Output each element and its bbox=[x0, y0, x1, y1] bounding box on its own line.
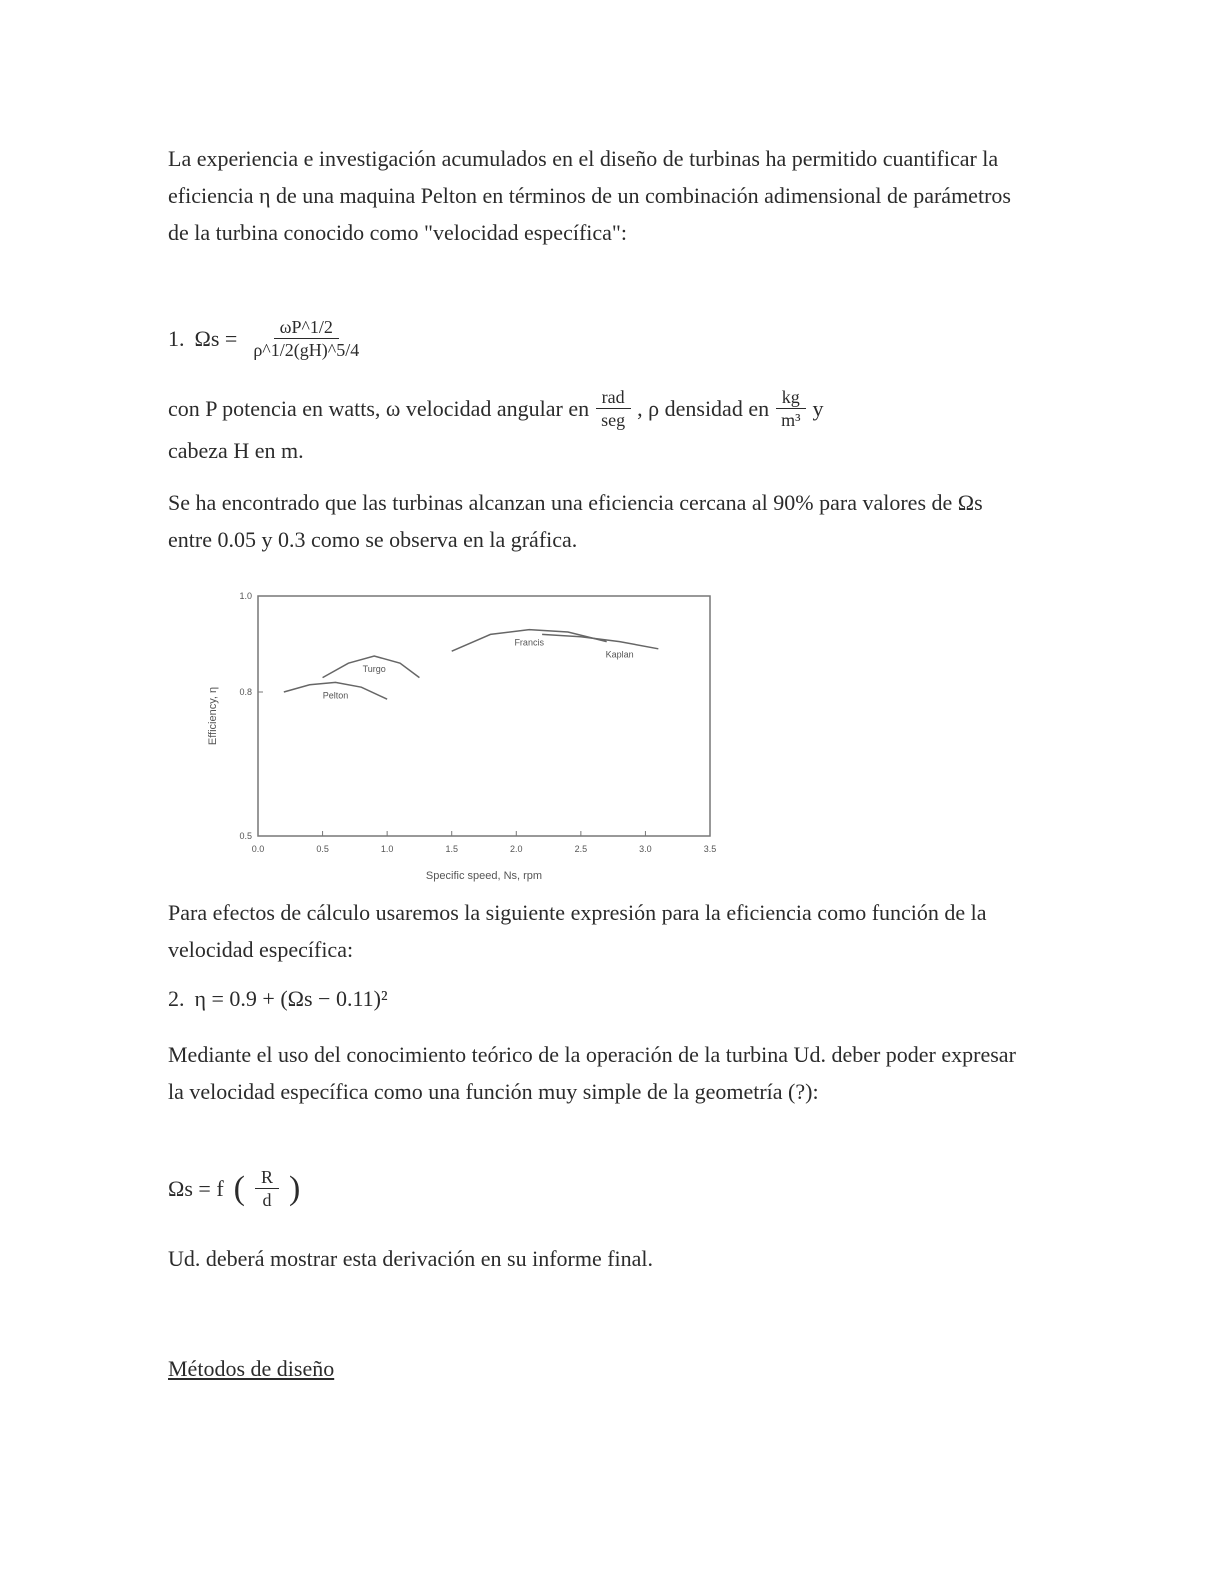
y-tick-label: 1.0 bbox=[239, 591, 252, 601]
equation-geometry-den: d bbox=[262, 1190, 272, 1210]
x-tick-label: 1.0 bbox=[380, 844, 394, 854]
x-tick-label: 0.5 bbox=[316, 844, 329, 854]
x-tick-label: 0.0 bbox=[251, 844, 265, 854]
units-density-num: kg bbox=[776, 386, 806, 409]
series-label-turgo: Turgo bbox=[362, 664, 386, 674]
equation-efficiency-body: η = 0.9 + (Ωs − 0.11)² bbox=[194, 986, 388, 1011]
equation-geometry-fraction bbox=[255, 1166, 279, 1211]
series-label-francis: Francis bbox=[514, 637, 544, 648]
equation-specific-speed bbox=[168, 316, 365, 361]
efficiency-chart-svg bbox=[200, 582, 740, 892]
y-axis-label: Efficiency, η bbox=[207, 686, 219, 746]
efficiency-chart bbox=[200, 582, 740, 892]
x-tick-label: 3.5 bbox=[703, 844, 717, 854]
paren-close: ) bbox=[289, 1169, 301, 1207]
equation-number: 2. bbox=[168, 986, 185, 1011]
x-tick-label: 3.0 bbox=[639, 844, 652, 854]
equation-denominator: ρ^1/2(gH)^5/4 bbox=[253, 340, 360, 360]
paren-open: ( bbox=[233, 1169, 245, 1207]
equation-fraction bbox=[247, 316, 365, 361]
paragraph-intro: La experiencia e investigación acumulados en el diseño de turbinas ha permitido cuantificar la eficiencia η de una maquina Pelton en términos de un combinación adimensional de parámetros de la turbina conocido como "velocidad específica": bbox=[168, 146, 1011, 245]
units-text-b: , ρ densidad en bbox=[637, 396, 770, 421]
equation-efficiency bbox=[168, 986, 388, 1012]
equation-numerator: ωP^1/2 bbox=[274, 316, 339, 339]
units-angular-num: rad bbox=[596, 386, 631, 409]
paragraph-efficiency-expression: Para efectos de cálculo usaremos la siguiente expresión para la eficiencia como función de la velocidad específica: bbox=[168, 900, 987, 962]
section-heading: Métodos de diseño bbox=[168, 1356, 335, 1381]
equation-number: 1. bbox=[168, 325, 185, 351]
equation-geometry-num: R bbox=[255, 1166, 279, 1189]
y-tick-label: 0.8 bbox=[239, 687, 252, 697]
units-density-den: m³ bbox=[781, 410, 801, 430]
units-text-a: con P potencia en watts, ω velocidad angular en bbox=[168, 396, 590, 421]
units-angular-den: seg bbox=[601, 410, 626, 430]
equation-geometry bbox=[168, 1166, 300, 1211]
units-text-c: y bbox=[812, 396, 824, 421]
x-tick-label: 2.0 bbox=[510, 844, 523, 854]
x-tick-label: 2.5 bbox=[574, 844, 588, 854]
paragraph-geometry: Mediante el uso del conocimiento teórico de la operación de la turbina Ud. deber poder expresar la velocidad específica como una función muy simple de la geometría (?): bbox=[168, 1042, 1016, 1104]
x-tick-label: 1.5 bbox=[445, 844, 458, 854]
paragraph-units bbox=[168, 386, 1028, 431]
equation-geometry-lhs: Ωs = f bbox=[168, 1175, 224, 1201]
series-label-pelton: Pelton bbox=[322, 690, 349, 701]
series-line-kaplan bbox=[542, 634, 658, 648]
x-axis-label: Specific speed, Ns, rpm bbox=[425, 870, 543, 882]
paragraph-head-units: cabeza H en m. bbox=[168, 438, 304, 463]
units-angular-fraction bbox=[595, 386, 631, 431]
plot-frame bbox=[258, 596, 710, 836]
units-density-fraction bbox=[775, 386, 806, 431]
equation-lhs: Ωs = bbox=[194, 325, 238, 351]
paragraph-efficiency-range: Se ha encontrado que las turbinas alcanzan una eficiencia cercana al 90% para valores de Ωs entre 0.05 y 0.3 como se observa en la gráfica. bbox=[168, 490, 983, 552]
series-label-kaplan: Kaplan bbox=[605, 649, 634, 660]
paragraph-derivation: Ud. deberá mostrar esta derivación en su informe final. bbox=[168, 1246, 654, 1271]
y-tick-label: 0.5 bbox=[239, 831, 252, 841]
